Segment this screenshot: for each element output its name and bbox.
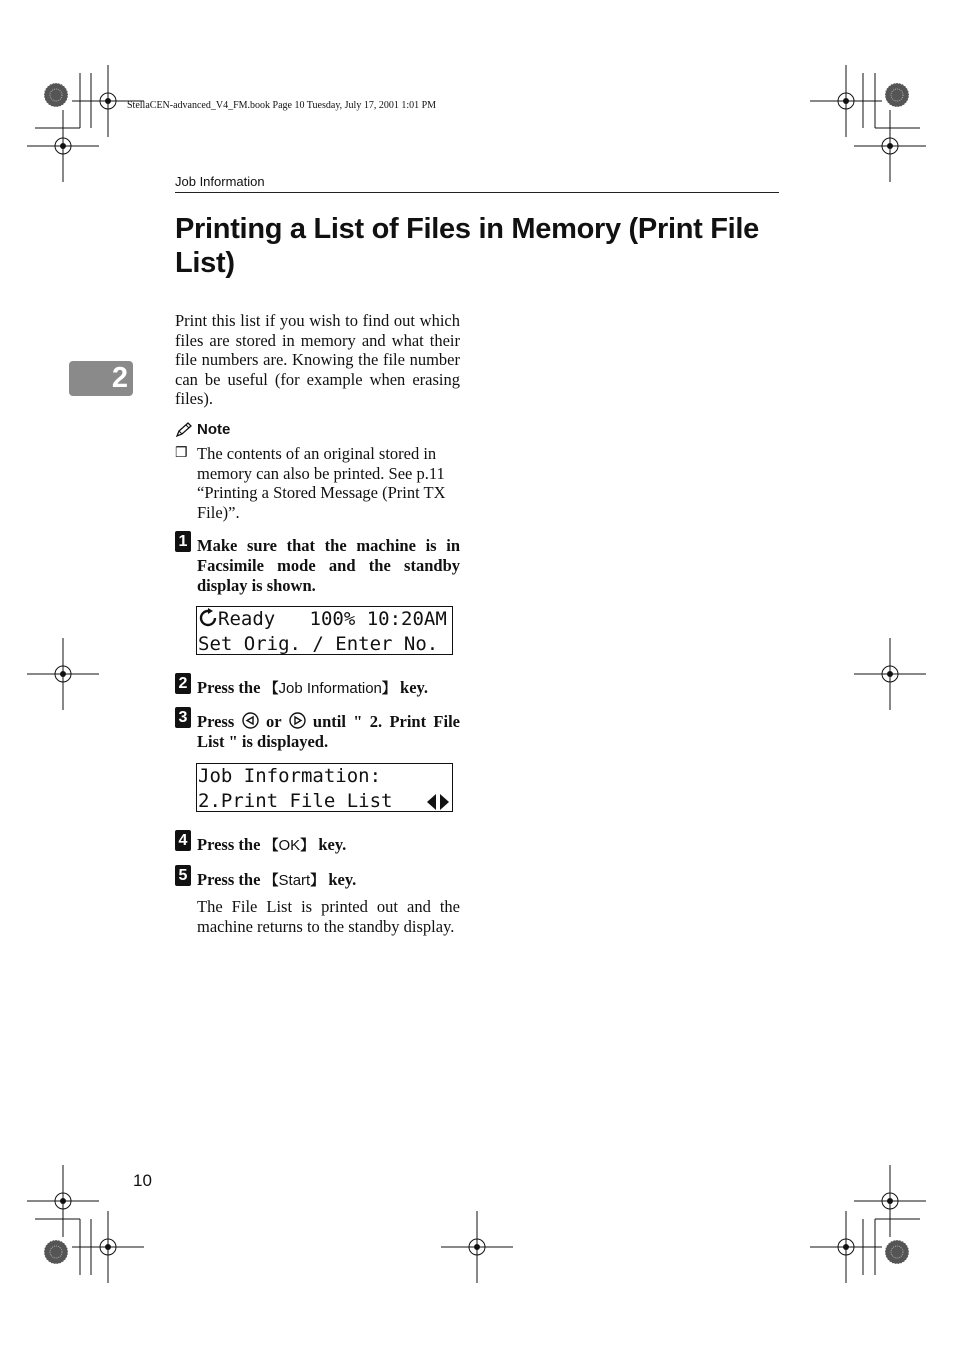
step-2-number: 2 — [175, 673, 191, 694]
lcd-line-2: Set Orig. / Enter No. — [198, 633, 439, 655]
note-label: Note — [197, 421, 231, 438]
running-header: Job Information — [175, 174, 265, 189]
job-information-key: Job Information — [278, 680, 382, 697]
checkbox-icon: ❒ — [175, 446, 188, 461]
page-number: 10 — [133, 1171, 152, 1190]
step-5-number: 5 — [175, 865, 191, 886]
result-text: The File List is printed out and the machine returns to the standby display. — [197, 897, 460, 936]
file-info: StellaCEN-advanced_V4_FM.book Page 10 Tuesday, July 17, 2001 1:01 PM — [127, 100, 437, 111]
note-heading — [175, 421, 230, 438]
step-1-number: 1 — [175, 531, 191, 552]
step-4-text: Press the 【OK】 key. — [197, 835, 347, 854]
lcd-standby-display — [196, 606, 453, 655]
step-3-text: Press or until " 2. Print File List " is displayed. — [197, 712, 461, 751]
pencil-icon — [175, 422, 193, 438]
page-title: Printing a List of Files in Memory (Print File List) — [175, 213, 759, 279]
note-text: The contents of an original stored in memory can also be printed. See p.11 “Printing a Stored Message (Print TX File)”. — [197, 444, 446, 522]
header-rule — [175, 192, 779, 193]
left-right-arrows-icon — [426, 793, 450, 811]
step-1-text: Make sure that the machine is in Facsimile mode and the standby display is shown. — [197, 536, 460, 595]
lcd-line-1: Ready 100% 10:20AM — [198, 607, 452, 632]
left-arrow-key-icon — [242, 712, 259, 729]
step-5-text: Press the 【Start】 key. — [197, 870, 357, 889]
ok-key: OK — [278, 837, 301, 854]
lcd-line-2: 2.Print File List — [198, 789, 452, 812]
intro-paragraph: Print this list if you wish to find out which files are stored in memory and what their file numbers are. Knowing the file number can be useful (for example when erasing files). — [175, 311, 460, 409]
chapter-tab — [69, 361, 133, 396]
fax-mode-icon — [198, 608, 218, 628]
step-4-number: 4 — [175, 830, 191, 851]
lcd-line-1: Job Information: — [198, 765, 382, 787]
step-2-text: Press the 【Job Information】 key. — [197, 678, 428, 697]
start-key: Start — [278, 872, 311, 889]
lcd-job-information-display — [196, 763, 453, 812]
step-3-number: 3 — [175, 707, 191, 728]
right-arrow-key-icon — [289, 712, 306, 729]
chapter-number: 2 — [111, 362, 128, 394]
